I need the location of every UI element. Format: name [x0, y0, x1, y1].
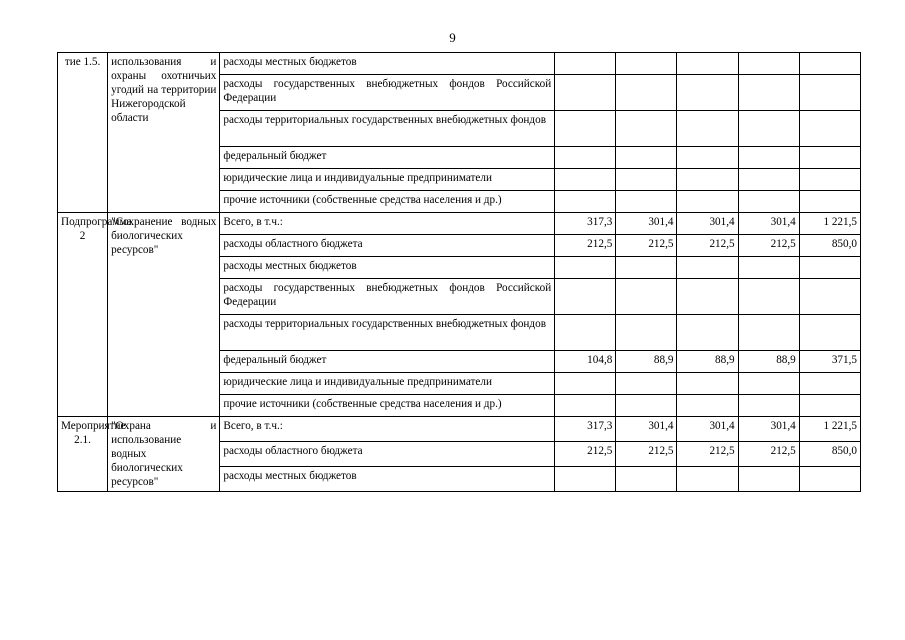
funding-source: Всего, в т.ч.:	[220, 213, 555, 235]
value-cell: 1 221,5	[799, 213, 860, 235]
value-cell	[616, 191, 677, 213]
value-cell	[555, 147, 616, 169]
value-cell	[555, 395, 616, 417]
table-row	[58, 417, 861, 442]
section-name: "Сохранение водных биологических ресурсов"	[108, 213, 220, 417]
value-cell	[555, 111, 616, 147]
funding-source: федеральный бюджет	[220, 351, 555, 373]
value-cell	[799, 75, 860, 111]
value-cell: 212,5	[738, 235, 799, 257]
table-row	[58, 53, 861, 75]
section-code: тие 1.5.	[58, 53, 108, 213]
value-cell	[677, 53, 738, 75]
value-cell: 104,8	[555, 351, 616, 373]
funding-source: федеральный бюджет	[220, 147, 555, 169]
value-cell	[555, 75, 616, 111]
value-cell: 88,9	[738, 351, 799, 373]
value-cell	[738, 169, 799, 191]
value-cell	[677, 395, 738, 417]
page-number: 9	[449, 30, 456, 45]
value-cell: 88,9	[616, 351, 677, 373]
value-cell	[738, 373, 799, 395]
section-code: Подпрограмма 2	[58, 213, 108, 417]
value-cell: 301,4	[738, 213, 799, 235]
value-cell	[677, 111, 738, 147]
value-cell	[677, 257, 738, 279]
value-cell	[799, 191, 860, 213]
value-cell: 212,5	[738, 442, 799, 467]
value-cell	[799, 467, 860, 492]
value-cell	[738, 147, 799, 169]
value-cell	[616, 373, 677, 395]
value-cell	[799, 373, 860, 395]
value-cell: 301,4	[616, 213, 677, 235]
value-cell: 850,0	[799, 235, 860, 257]
value-cell	[555, 191, 616, 213]
funding-source: юридические лица и индивидуальные предприниматели	[220, 373, 555, 395]
value-cell	[616, 257, 677, 279]
value-cell	[799, 315, 860, 351]
funding-source: расходы местных бюджетов	[220, 467, 555, 492]
value-cell	[677, 191, 738, 213]
value-cell	[799, 111, 860, 147]
value-cell	[677, 373, 738, 395]
value-cell	[616, 315, 677, 351]
funding-source: расходы государственных внебюджетных фондов Российской Федерации	[220, 75, 555, 111]
value-cell	[738, 279, 799, 315]
value-cell	[677, 315, 738, 351]
value-cell: 317,3	[555, 213, 616, 235]
value-cell	[738, 395, 799, 417]
value-cell	[555, 373, 616, 395]
value-cell: 301,4	[738, 417, 799, 442]
value-cell: 301,4	[677, 213, 738, 235]
value-cell	[799, 257, 860, 279]
value-cell	[555, 315, 616, 351]
value-cell: 212,5	[616, 235, 677, 257]
value-cell: 850,0	[799, 442, 860, 467]
value-cell	[616, 75, 677, 111]
value-cell	[616, 111, 677, 147]
section-name: использования и охраны охотничьих угодий на территории Нижегородской области	[108, 53, 220, 213]
value-cell: 212,5	[677, 235, 738, 257]
budget-table	[57, 52, 861, 492]
funding-source: юридические лица и индивидуальные предприниматели	[220, 169, 555, 191]
value-cell: 371,5	[799, 351, 860, 373]
value-cell: 301,4	[616, 417, 677, 442]
value-cell	[677, 75, 738, 111]
funding-source: расходы государственных внебюджетных фондов Российской Федерации	[220, 279, 555, 315]
value-cell	[616, 467, 677, 492]
funding-source: прочие источники (собственные средства населения и др.)	[220, 395, 555, 417]
value-cell	[555, 169, 616, 191]
funding-source: расходы областного бюджета	[220, 235, 555, 257]
value-cell	[677, 147, 738, 169]
value-cell	[555, 279, 616, 315]
value-cell	[616, 279, 677, 315]
value-cell: 1 221,5	[799, 417, 860, 442]
value-cell	[616, 53, 677, 75]
value-cell	[738, 53, 799, 75]
value-cell	[616, 147, 677, 169]
value-cell	[616, 395, 677, 417]
section-code: Мероприятие 2.1.	[58, 417, 108, 492]
section-name: "Охрана и использование водных биологических ресурсов"	[108, 417, 220, 492]
value-cell	[677, 169, 738, 191]
value-cell	[799, 395, 860, 417]
value-cell: 212,5	[555, 235, 616, 257]
value-cell	[738, 111, 799, 147]
value-cell: 212,5	[616, 442, 677, 467]
value-cell: 317,3	[555, 417, 616, 442]
value-cell: 212,5	[677, 442, 738, 467]
value-cell	[738, 467, 799, 492]
value-cell	[799, 53, 860, 75]
value-cell	[555, 257, 616, 279]
funding-source: расходы территориальных государственных внебюджетных фондов	[220, 111, 555, 147]
funding-source: Всего, в т.ч.:	[220, 417, 555, 442]
value-cell: 88,9	[677, 351, 738, 373]
value-cell	[616, 169, 677, 191]
funding-source: прочие источники (собственные средства населения и др.)	[220, 191, 555, 213]
value-cell	[555, 467, 616, 492]
funding-source: расходы территориальных государственных внебюджетных фондов	[220, 315, 555, 351]
value-cell	[555, 53, 616, 75]
value-cell	[738, 257, 799, 279]
value-cell	[738, 315, 799, 351]
value-cell	[677, 467, 738, 492]
table-row	[58, 213, 861, 235]
value-cell	[738, 191, 799, 213]
value-cell: 212,5	[555, 442, 616, 467]
value-cell	[677, 279, 738, 315]
value-cell: 301,4	[677, 417, 738, 442]
funding-source: расходы местных бюджетов	[220, 53, 555, 75]
funding-source: расходы местных бюджетов	[220, 257, 555, 279]
value-cell	[738, 75, 799, 111]
value-cell	[799, 169, 860, 191]
value-cell	[799, 279, 860, 315]
funding-source: расходы областного бюджета	[220, 442, 555, 467]
value-cell	[799, 147, 860, 169]
